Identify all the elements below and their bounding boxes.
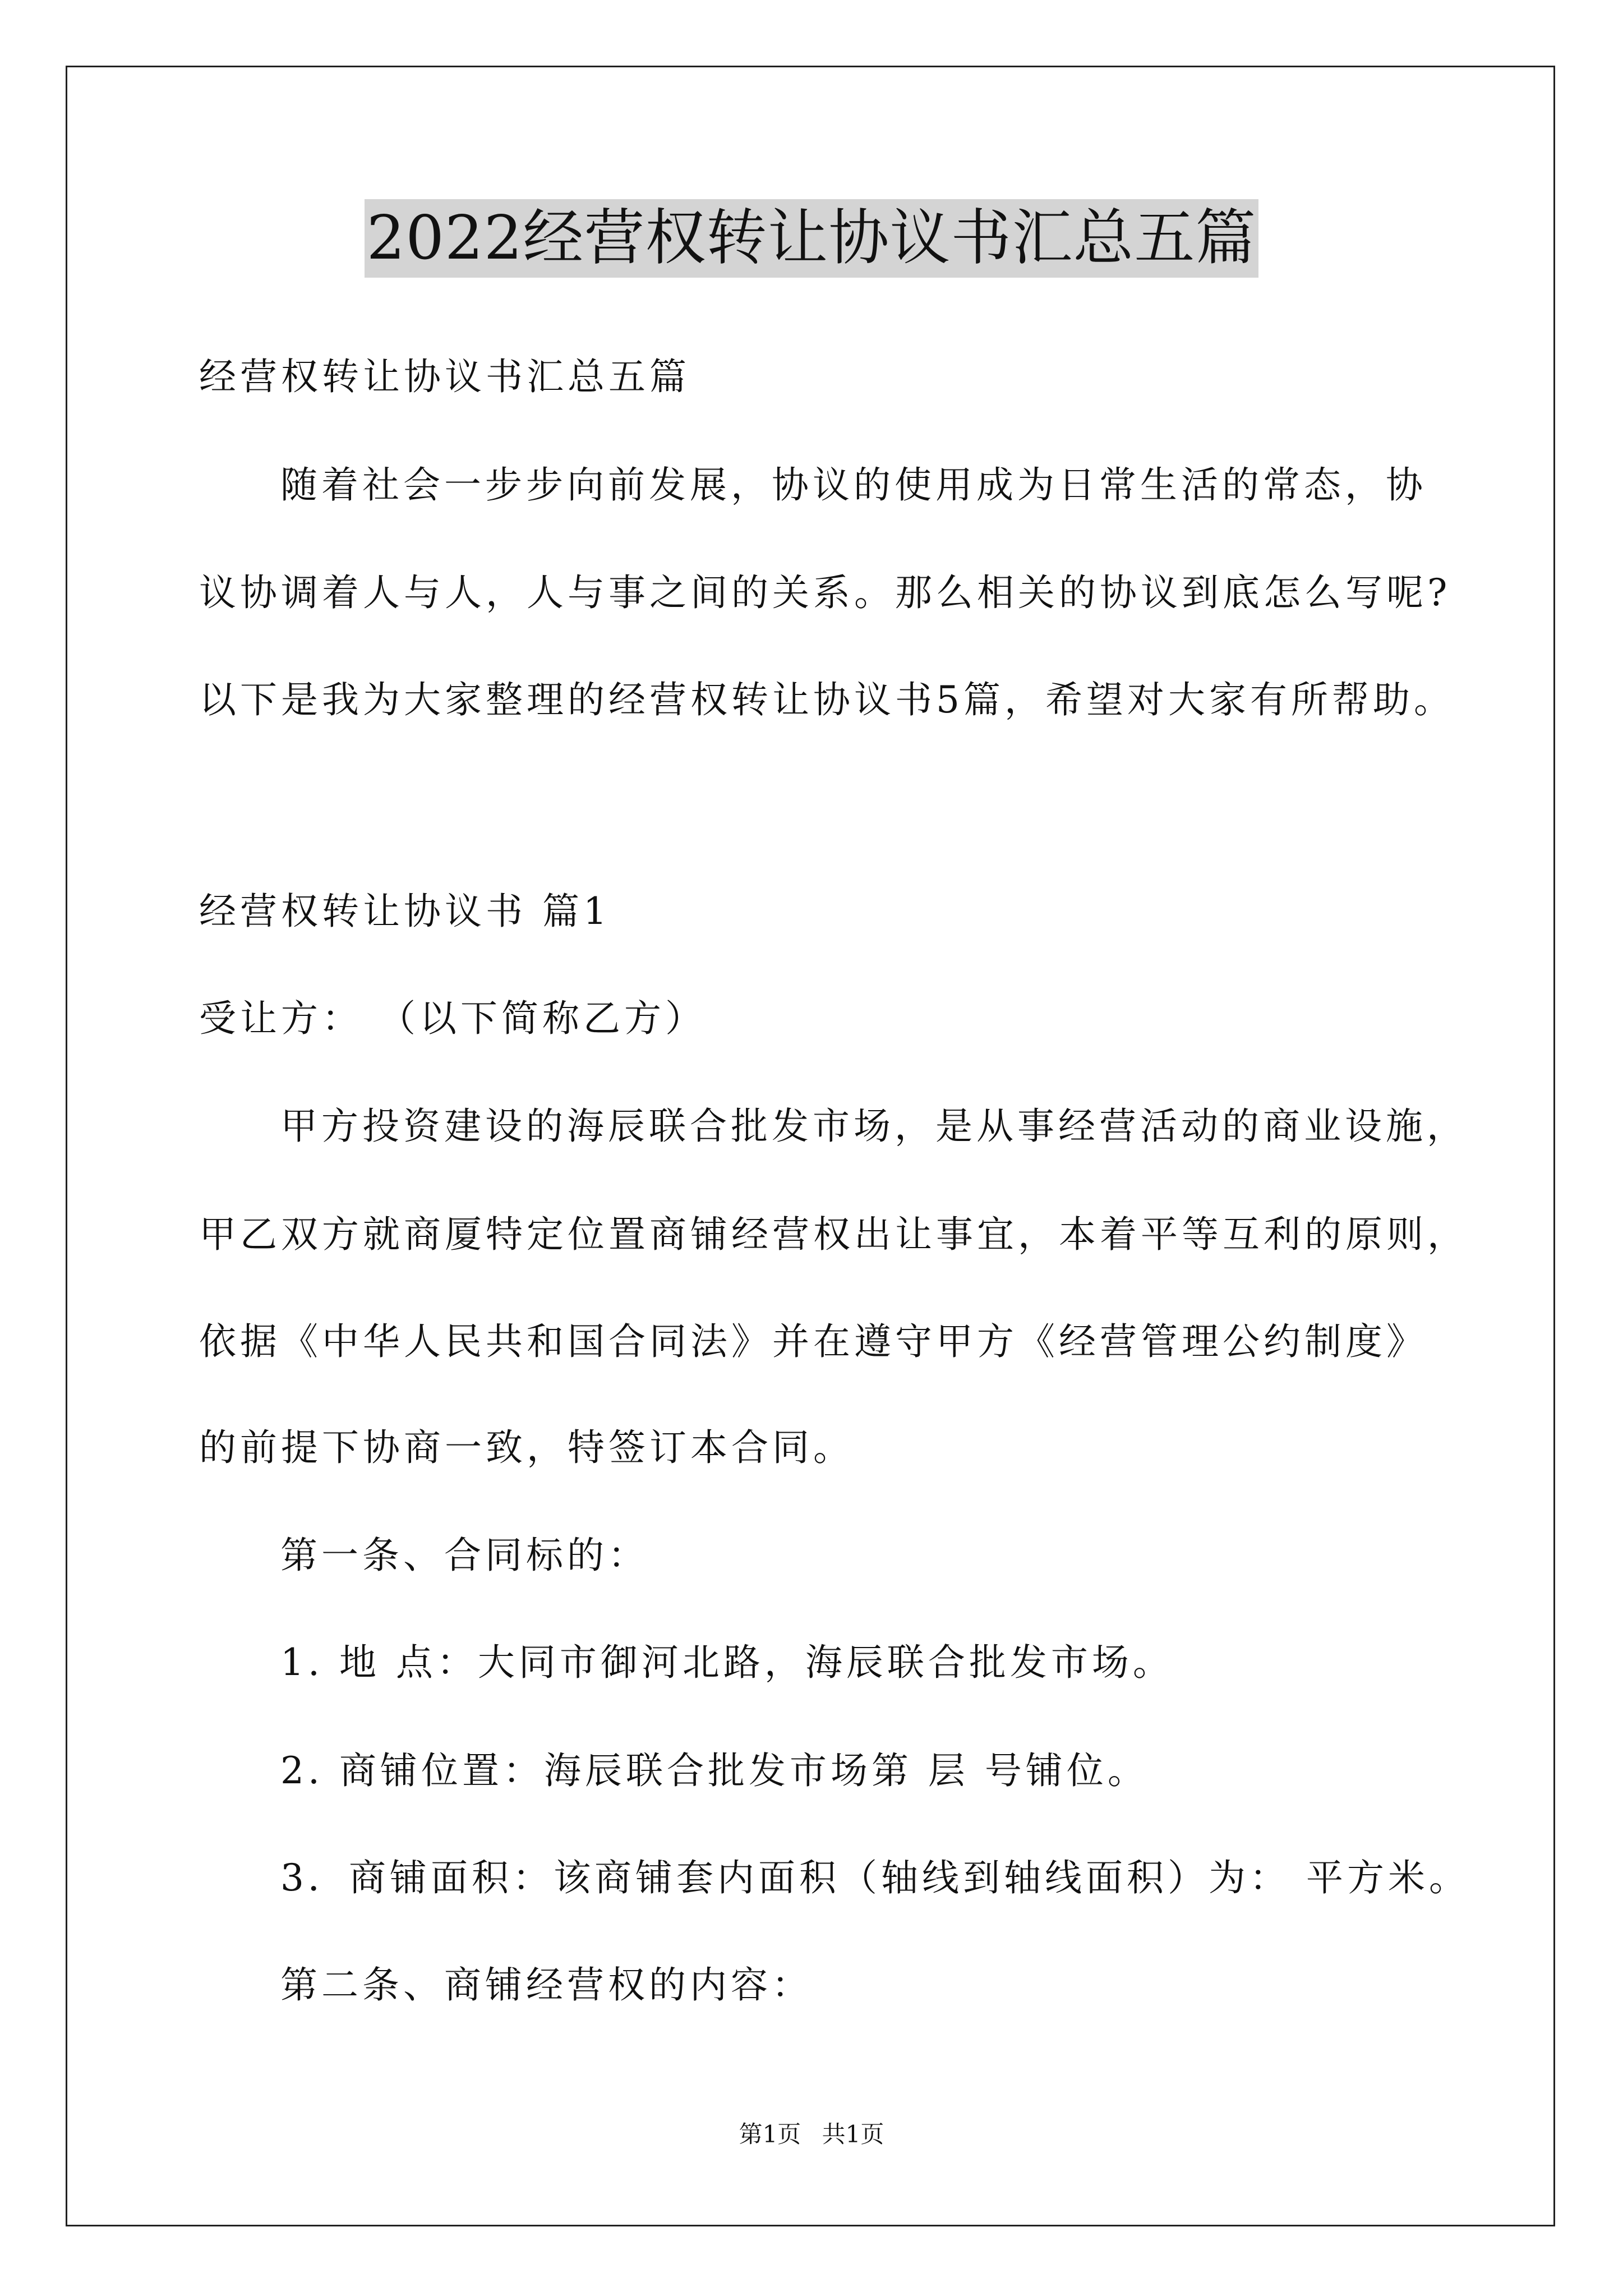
intro-line-3: 以下是我为大家整理的经营权转让协议书5篇，希望对大家有所帮助。 <box>199 678 1455 721</box>
section-heading: 经营权转让协议书 篇1 <box>199 890 611 933</box>
party-line: 受让方： （以下简称乙方） <box>199 997 706 1040</box>
page-total: 共1页 <box>822 2120 884 2148</box>
document-title: 2022经营权转让协议书汇总五篇 <box>365 199 1259 278</box>
body-line-2: 甲乙双方就商厦特定位置商铺经营权出让事宜，本着平等互利的原则， <box>199 1213 1468 1256</box>
article-two-heading: 第二条、商铺经营权的内容： <box>280 1963 813 2007</box>
item-2: 2. 商铺位置：海辰联合批发市场第 层 号铺位。 <box>280 1749 1149 1792</box>
body-line-4: 的前提下协商一致，特签订本合同。 <box>199 1426 854 1469</box>
body-line-3: 依据《中华人民共和国合同法》并在遵守甲方《经营管理公约制度》 <box>199 1320 1427 1363</box>
item-3: 3．商铺面积：该商铺套内面积（轴线到轴线面积）为： 平方米。 <box>280 1856 1470 1899</box>
intro-line-1: 随着社会一步步向前发展，协议的使用成为日常生活的常态，协 <box>280 463 1427 507</box>
intro-line-2: 议协调着人与人，人与事之间的关系。那么相关的协议到底怎么写呢? <box>199 571 1451 614</box>
item-1: 1. 地 点：大同市御河北路，海辰联合批发市场。 <box>280 1641 1174 1684</box>
article-one-heading: 第一条、合同标的： <box>280 1534 649 1577</box>
page-number: 第1页 <box>739 2120 801 2148</box>
body-line-1: 甲方投资建设的海辰联合批发市场，是从事经营活动的商业设施， <box>280 1105 1468 1148</box>
page-footer <box>0 2120 1623 2148</box>
document-subtitle: 经营权转让协议书汇总五篇 <box>199 355 690 398</box>
title-wrap <box>0 199 1623 278</box>
